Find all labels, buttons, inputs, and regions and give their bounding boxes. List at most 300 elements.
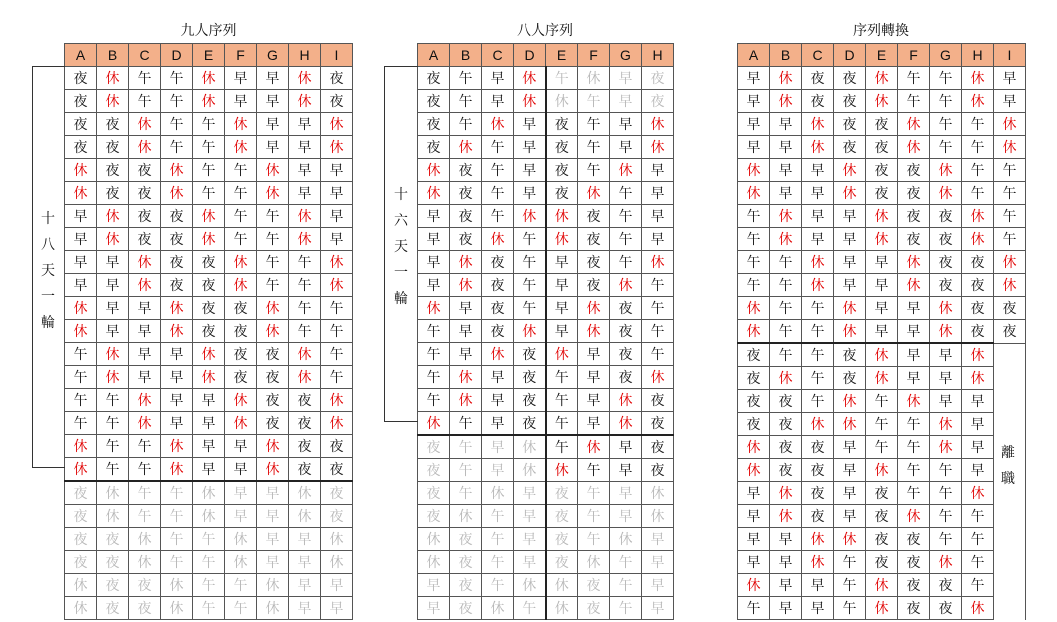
shift-cell: 休 (610, 274, 642, 297)
shift-cell: 早 (225, 458, 257, 482)
table-row (418, 505, 674, 528)
shift-cell: 早 (802, 574, 834, 597)
shift-cell: 午 (738, 228, 770, 251)
shift-cell: 夜 (193, 320, 225, 343)
shift-cell: 早 (321, 597, 353, 620)
column-header: E (866, 44, 898, 67)
shift-cell: 午 (546, 67, 578, 90)
shift-cell: 早 (898, 343, 930, 367)
table-row (65, 297, 353, 320)
label-char: 六 (394, 213, 408, 229)
shift-cell: 夜 (225, 320, 257, 343)
shift-cell: 休 (642, 505, 674, 528)
table-row (65, 505, 353, 528)
shift-cell: 夜 (642, 412, 674, 436)
table-row (418, 551, 674, 574)
shift-cell: 夜 (257, 389, 289, 412)
shift-cell: 午 (546, 412, 578, 436)
shift-cell: 午 (65, 412, 97, 435)
shift-cell: 早 (257, 505, 289, 528)
shift-cell: 夜 (866, 528, 898, 551)
shift-cell: 休 (418, 528, 450, 551)
table-row (738, 413, 1026, 436)
shift-cell: 休 (866, 205, 898, 228)
shift-cell: 午 (802, 390, 834, 413)
column-header: H (289, 44, 321, 67)
shift-cell: 夜 (642, 389, 674, 412)
shift-cell: 休 (866, 67, 898, 90)
shift-cell: 休 (289, 67, 321, 90)
shift-cell: 早 (482, 412, 514, 436)
shift-cell: 休 (193, 481, 225, 505)
shift-cell: 午 (514, 251, 546, 274)
shift-cell: 午 (257, 251, 289, 274)
shift-cell: 午 (578, 505, 610, 528)
shift-cell: 早 (418, 274, 450, 297)
shift-cell: 午 (193, 113, 225, 136)
shift-cell: 午 (994, 182, 1026, 205)
shift-cell: 午 (482, 574, 514, 597)
shift-cell: 休 (129, 412, 161, 435)
table-row (65, 528, 353, 551)
shift-cell: 午 (418, 343, 450, 366)
shift-cell: 夜 (161, 274, 193, 297)
shift-cell: 夜 (802, 90, 834, 113)
label-char: 一 (394, 265, 408, 281)
shift-cell: 午 (834, 551, 866, 574)
shift-cell: 休 (289, 343, 321, 366)
shift-cell: 休 (898, 390, 930, 413)
shift-cell: 早 (738, 90, 770, 113)
shift-cell: 休 (450, 136, 482, 159)
shift-cell: 休 (225, 113, 257, 136)
shift-cell: 早 (482, 459, 514, 482)
shift-cell: 夜 (450, 159, 482, 182)
shift-cell: 休 (450, 251, 482, 274)
shift-cell: 早 (193, 412, 225, 435)
shift-cell: 午 (97, 389, 129, 412)
shift-cell: 午 (962, 574, 994, 597)
shift-cell: 午 (898, 413, 930, 436)
shift-cell: 午 (450, 412, 482, 436)
shift-cell: 早 (65, 205, 97, 228)
shift-cell: 午 (834, 597, 866, 620)
shift-cell: 休 (321, 412, 353, 435)
shift-cell: 早 (97, 274, 129, 297)
shift-cell: 休 (962, 205, 994, 228)
shift-cell: 休 (770, 367, 802, 390)
shift-cell: 休 (161, 597, 193, 620)
shift-cell: 午 (546, 389, 578, 412)
shift-cell: 休 (193, 505, 225, 528)
shift-cell: 休 (770, 482, 802, 505)
shift-cell: 早 (866, 297, 898, 320)
shift-cell: 午 (321, 297, 353, 320)
shift-cell: 午 (161, 551, 193, 574)
shift-cell: 早 (802, 182, 834, 205)
shift-cell: 夜 (578, 251, 610, 274)
table-row (65, 551, 353, 574)
table-row (418, 482, 674, 505)
shift-cell: 早 (738, 67, 770, 90)
shift-cell: 早 (289, 574, 321, 597)
table-row (738, 482, 1026, 505)
shift-cell: 午 (770, 251, 802, 274)
shift-cell: 夜 (898, 159, 930, 182)
shift-cell: 午 (450, 482, 482, 505)
shift-cell: 早 (257, 136, 289, 159)
header-row (418, 44, 674, 67)
label-char: 職 (1001, 471, 1015, 487)
shift-cell: 夜 (738, 413, 770, 436)
table-row (418, 574, 674, 597)
shift-cell: 早 (610, 113, 642, 136)
shift-cell: 夜 (65, 67, 97, 90)
shift-cell: 夜 (129, 205, 161, 228)
shift-cell: 午 (610, 228, 642, 251)
shift-cell: 休 (65, 320, 97, 343)
shift-cell: 夜 (450, 574, 482, 597)
column-header: H (642, 44, 674, 67)
shift-cell: 早 (834, 251, 866, 274)
shift-cell: 午 (770, 343, 802, 367)
shift-cell: 午 (642, 320, 674, 343)
shift-cell: 午 (994, 159, 1026, 182)
shift-cell (994, 413, 1026, 436)
shift-cell: 夜 (289, 412, 321, 435)
table-row (738, 528, 1026, 551)
shift-cell: 午 (161, 528, 193, 551)
shift-cell: 夜 (898, 528, 930, 551)
shift-cell: 休 (866, 574, 898, 597)
shift-cell: 休 (770, 90, 802, 113)
table-row (418, 343, 674, 366)
shift-cell: 休 (129, 113, 161, 136)
shift-cell: 夜 (770, 390, 802, 413)
shift-cell: 夜 (97, 136, 129, 159)
shift-cell: 休 (65, 435, 97, 458)
shift-cell: 早 (770, 551, 802, 574)
shift-cell: 早 (642, 574, 674, 597)
shift-cell: 午 (418, 389, 450, 412)
shift-cell: 休 (129, 251, 161, 274)
shift-cell: 休 (65, 458, 97, 482)
shift-cell: 休 (193, 343, 225, 366)
shift-cell: 午 (610, 597, 642, 620)
table-row (738, 297, 1026, 320)
table-row (65, 435, 353, 458)
shift-cell: 午 (962, 182, 994, 205)
shift-cell: 休 (257, 159, 289, 182)
shift-cell: 早 (738, 551, 770, 574)
shift-cell: 午 (578, 482, 610, 505)
shift-cell: 午 (930, 482, 962, 505)
table-row (738, 390, 1026, 413)
shift-cell: 午 (225, 574, 257, 597)
shift-cell: 夜 (65, 551, 97, 574)
shift-cell: 休 (802, 274, 834, 297)
shift-cell: 早 (610, 435, 642, 459)
shift-cell: 早 (578, 366, 610, 389)
shift-cell: 休 (546, 228, 578, 251)
table-row (418, 320, 674, 343)
shift-cell: 休 (642, 366, 674, 389)
shift-cell: 休 (97, 366, 129, 389)
shift-cell: 休 (129, 551, 161, 574)
shift-cell: 夜 (450, 597, 482, 620)
shift-cell: 早 (321, 159, 353, 182)
shift-cell: 夜 (161, 228, 193, 251)
shift-cell: 夜 (65, 90, 97, 113)
shift-cell: 夜 (770, 436, 802, 459)
shift-cell: 早 (257, 551, 289, 574)
shift-cell: 午 (193, 597, 225, 620)
shift-cell: 夜 (418, 459, 450, 482)
shift-cell: 夜 (257, 366, 289, 389)
shift-cell: 午 (257, 205, 289, 228)
shift-cell: 早 (642, 597, 674, 620)
shift-cell: 夜 (834, 343, 866, 367)
shift-cell: 夜 (898, 228, 930, 251)
shift-cell: 早 (450, 297, 482, 320)
shift-cell: 休 (738, 297, 770, 320)
shift-cell: 早 (930, 367, 962, 390)
shift-cell: 休 (962, 90, 994, 113)
shift-cell: 午 (546, 435, 578, 459)
shift-cell: 午 (802, 297, 834, 320)
shift-cell: 休 (321, 251, 353, 274)
label-char: 十 (394, 187, 408, 203)
shift-cell: 早 (289, 597, 321, 620)
shift-cell: 早 (930, 390, 962, 413)
shift-cell: 休 (289, 505, 321, 528)
shift-cell: 午 (193, 136, 225, 159)
shift-cell: 早 (482, 435, 514, 459)
shift-cell: 夜 (321, 67, 353, 90)
table-row (738, 343, 1026, 367)
shift-cell: 早 (257, 528, 289, 551)
shift-cell: 休 (193, 90, 225, 113)
shift-cell: 早 (546, 251, 578, 274)
shift-cell (994, 343, 1026, 367)
shift-cell: 早 (418, 205, 450, 228)
shift-cell: 早 (898, 297, 930, 320)
shift-cell: 夜 (834, 67, 866, 90)
shift-cell: 休 (738, 182, 770, 205)
shift-cell: 午 (129, 505, 161, 528)
shift-cell: 早 (514, 159, 546, 182)
shift-cell: 夜 (450, 551, 482, 574)
shift-cell: 夜 (866, 551, 898, 574)
shift-cell: 夜 (418, 67, 450, 90)
shift-cell: 夜 (994, 297, 1026, 320)
shift-cell: 休 (482, 343, 514, 366)
table-row (738, 251, 1026, 274)
shift-cell: 休 (834, 528, 866, 551)
table-row (738, 205, 1026, 228)
shift-cell: 午 (994, 228, 1026, 251)
table-row (65, 113, 353, 136)
shift-cell: 早 (994, 90, 1026, 113)
nine-person-title: 九人序列 (180, 23, 237, 39)
shift-cell: 夜 (866, 136, 898, 159)
shift-cell: 休 (193, 205, 225, 228)
shift-cell: 早 (514, 182, 546, 205)
shift-cell: 休 (418, 412, 450, 436)
shift-cell: 夜 (97, 574, 129, 597)
shift-cell: 夜 (97, 182, 129, 205)
table-row (738, 459, 1026, 482)
shift-cell: 休 (514, 90, 546, 113)
shift-cell: 休 (482, 113, 514, 136)
table-row (418, 228, 674, 251)
eight-person-table (417, 43, 674, 620)
shift-cell: 休 (866, 343, 898, 367)
shift-cell: 休 (610, 389, 642, 412)
shift-cell: 休 (193, 67, 225, 90)
shift-cell: 早 (546, 274, 578, 297)
column-header: C (129, 44, 161, 67)
label-char: 十 (41, 211, 55, 227)
shift-cell: 休 (129, 274, 161, 297)
shift-cell: 午 (802, 343, 834, 367)
table-row (418, 435, 674, 459)
table-row (65, 458, 353, 482)
shift-cell: 夜 (834, 90, 866, 113)
shift-cell: 休 (642, 482, 674, 505)
shift-cell: 早 (514, 482, 546, 505)
shift-cell: 夜 (866, 482, 898, 505)
shift-cell: 午 (97, 435, 129, 458)
shift-cell: 休 (514, 459, 546, 482)
shift-cell: 休 (193, 228, 225, 251)
shift-cell: 午 (930, 90, 962, 113)
shift-cell: 早 (514, 113, 546, 136)
shift-cell: 午 (225, 205, 257, 228)
shift-cell: 夜 (482, 297, 514, 320)
shift-cell: 夜 (866, 182, 898, 205)
shift-cell: 午 (770, 320, 802, 344)
shift-cell: 早 (610, 90, 642, 113)
shift-cell: 早 (321, 182, 353, 205)
shift-cell: 午 (866, 436, 898, 459)
shift-cell: 夜 (802, 436, 834, 459)
shift-cell: 夜 (129, 597, 161, 620)
shift-cell: 夜 (962, 320, 994, 344)
column-header: C (802, 44, 834, 67)
shift-cell: 午 (129, 90, 161, 113)
shift-cell: 夜 (418, 482, 450, 505)
shift-cell: 早 (129, 343, 161, 366)
shift-cell: 夜 (193, 274, 225, 297)
shift-cell: 夜 (930, 597, 962, 620)
shift-cell: 休 (834, 320, 866, 344)
column-header: A (418, 44, 450, 67)
column-header: H (962, 44, 994, 67)
shift-cell: 早 (866, 274, 898, 297)
shift-cell: 休 (289, 205, 321, 228)
shift-cell: 午 (802, 320, 834, 344)
shift-cell: 休 (898, 136, 930, 159)
shift-cell: 休 (930, 413, 962, 436)
table-row (738, 436, 1026, 459)
shift-cell: 夜 (898, 205, 930, 228)
shift-cell: 午 (994, 205, 1026, 228)
shift-cell: 早 (834, 274, 866, 297)
shift-cell: 休 (738, 459, 770, 482)
shift-cell: 早 (225, 90, 257, 113)
table-row (738, 274, 1026, 297)
shift-cell: 休 (930, 436, 962, 459)
shift-cell: 夜 (578, 228, 610, 251)
shift-cell: 早 (65, 251, 97, 274)
shift-cell: 夜 (514, 412, 546, 436)
label-char: 離 (1001, 445, 1015, 461)
shift-cell: 早 (610, 482, 642, 505)
table-row (738, 367, 1026, 390)
shift-cell: 午 (482, 205, 514, 228)
shift-cell: 午 (193, 574, 225, 597)
shift-cell: 休 (994, 113, 1026, 136)
table-row (418, 159, 674, 182)
table-row (738, 67, 1026, 90)
label-char: 八 (41, 237, 55, 253)
shift-cell: 午 (129, 67, 161, 90)
shift-cell: 夜 (898, 182, 930, 205)
shift-cell: 休 (866, 597, 898, 620)
shift-cell: 夜 (225, 343, 257, 366)
table-row (418, 113, 674, 136)
shift-cell: 早 (546, 297, 578, 320)
shift-cell: 早 (834, 436, 866, 459)
table-row (65, 597, 353, 620)
shift-cell: 夜 (578, 205, 610, 228)
shift-cell: 夜 (834, 367, 866, 390)
shift-cell: 休 (994, 274, 1026, 297)
shift-cell: 休 (289, 228, 321, 251)
shift-cell: 休 (257, 182, 289, 205)
shift-cell: 夜 (642, 435, 674, 459)
shift-cell: 早 (802, 597, 834, 620)
shift-cell: 早 (802, 159, 834, 182)
shift-cell: 夜 (97, 159, 129, 182)
column-header: F (898, 44, 930, 67)
shift-cell: 夜 (642, 459, 674, 482)
shift-cell: 早 (450, 343, 482, 366)
shift-cell: 午 (321, 366, 353, 389)
shift-cell: 早 (642, 159, 674, 182)
shift-cell: 午 (129, 481, 161, 505)
shift-cell: 午 (578, 90, 610, 113)
shift-cell: 午 (898, 90, 930, 113)
shift-cell: 早 (866, 251, 898, 274)
shift-cell: 休 (610, 528, 642, 551)
shift-cell: 早 (834, 482, 866, 505)
shift-cell: 午 (161, 67, 193, 90)
shift-cell: 休 (225, 251, 257, 274)
shift-cell: 休 (898, 505, 930, 528)
shift-cell: 休 (770, 228, 802, 251)
shift-cell: 夜 (289, 435, 321, 458)
shift-cell: 休 (257, 435, 289, 458)
shift-cell: 休 (738, 574, 770, 597)
shift-cell: 早 (546, 320, 578, 343)
shift-cell: 早 (257, 67, 289, 90)
shift-cell: 午 (930, 136, 962, 159)
shift-cell: 午 (482, 159, 514, 182)
shift-cell: 夜 (257, 412, 289, 435)
shift-cell: 午 (610, 574, 642, 597)
